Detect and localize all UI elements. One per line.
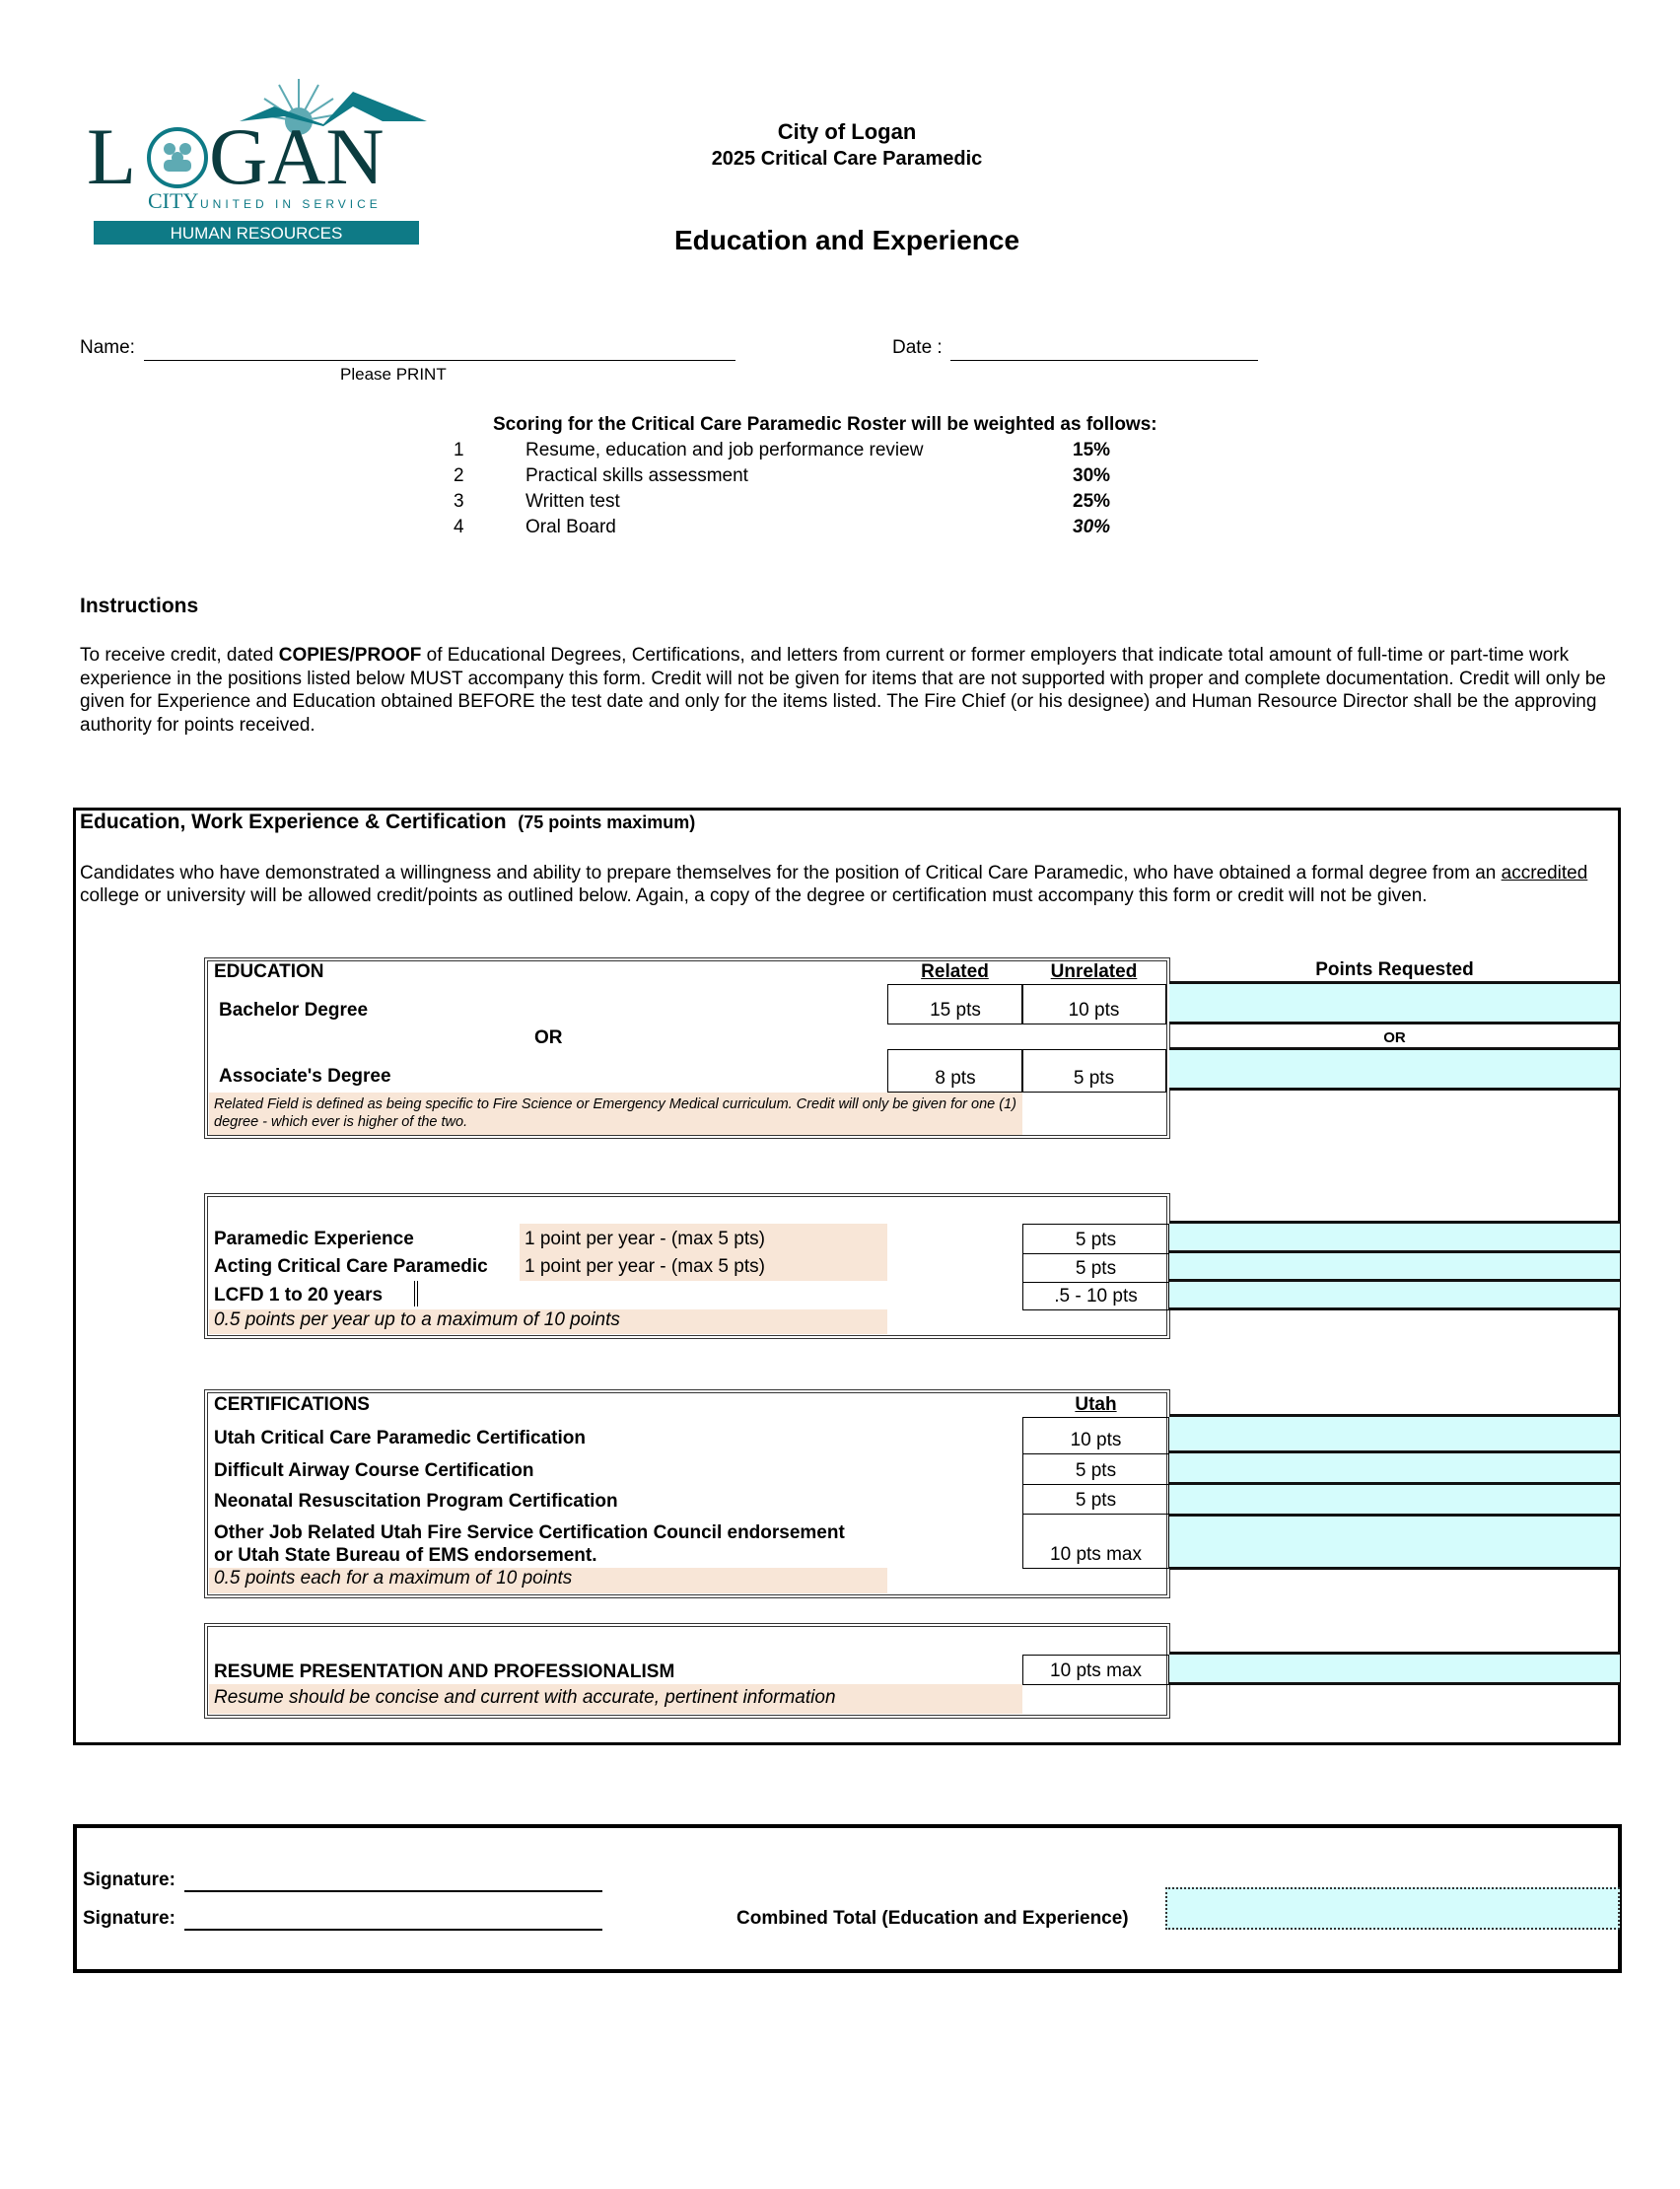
divider <box>1169 1682 1620 1685</box>
instructions-pre: To receive credit, dated <box>80 645 279 666</box>
resume-note: Resume should be concise and current with accurate, pertinent information <box>209 1684 1022 1714</box>
associate-unrelated: 5 pts <box>1021 1049 1166 1093</box>
cert-value: 10 pts <box>1022 1417 1169 1454</box>
divider <box>1169 1088 1620 1091</box>
points-utah-ccp-input[interactable] <box>1169 1417 1620 1450</box>
cell-divider <box>414 1281 418 1306</box>
org-name: City of Logan <box>777 119 917 144</box>
exp-value: 5 pts <box>1022 1224 1169 1254</box>
points-or: OR <box>1383 1029 1406 1046</box>
divider <box>1169 1307 1620 1310</box>
scoring-num: 1 <box>454 440 464 460</box>
points-bachelor-input[interactable] <box>1169 984 1620 1022</box>
combined-total-label: Combined Total (Education and Experience) <box>736 1908 1129 1929</box>
exp-value: 5 pts <box>1022 1253 1169 1283</box>
cert-value: 5 pts <box>1022 1484 1169 1515</box>
cert-value: 5 pts <box>1022 1453 1169 1485</box>
svg-text:GAN: GAN <box>209 111 385 201</box>
date-label: Date : <box>892 337 943 358</box>
resume-label: RESUME PRESENTATION AND PROFESSIONALISM <box>214 1661 675 1682</box>
divider <box>1169 1567 1620 1570</box>
signature-field-2[interactable] <box>184 1929 602 1931</box>
exp-rule: 1 point per year - (max 5 pts) <box>525 1256 765 1277</box>
experience-note: 0.5 points per year up to a maximum of 10 points <box>209 1309 887 1334</box>
cert-label: Utah Critical Care Paramedic Certification <box>214 1428 586 1448</box>
education-heading: EDUCATION <box>214 961 324 982</box>
divider <box>1169 1022 1620 1024</box>
intro-accredited: accredited <box>1501 863 1588 883</box>
exp-label: Acting Critical Care Paramedic <box>214 1256 488 1277</box>
cert-label: Difficult Airway Course Certification <box>214 1460 534 1481</box>
instructions-heading: Instructions <box>80 595 199 617</box>
section-title: Education, Work Experience & Certification <box>80 811 507 833</box>
instructions-post: of Educational Degrees, Certifications, and letters from current or former employers that indicate total amount of full-time or part-time work experience in the positions listed below MUST accompany this form. Credit will not be given for items that are not supported with proper and complete documentation. Credit will only be given for Experience and Education obtained BEFORE the test date and only for the items listed. The Fire Chief (or his designee) and Human Resource Director shall be the approving authority for points received. <box>80 645 1606 736</box>
scoring-pct: 30% <box>1073 517 1111 537</box>
section-max: (75 points maximum) <box>518 812 696 832</box>
svg-text:UNITED IN SERVICE: UNITED IN SERVICE <box>200 197 382 211</box>
points-heading: Points Requested <box>1315 959 1474 980</box>
cert-other-line1: Other Job Related Utah Fire Service Certification Council endorsement <box>214 1522 845 1543</box>
date-field[interactable] <box>950 359 1258 361</box>
col-related: Related <box>921 961 989 982</box>
scoring-heading: Scoring for the Critical Care Paramedic Roster will be weighted as follows: <box>493 414 1157 435</box>
associate-label: Associate's Degree <box>219 1066 391 1087</box>
scoring-label: Practical skills assessment <box>525 465 748 486</box>
scoring-label: Resume, education and job performance review <box>525 440 924 460</box>
instructions-text <box>80 644 1618 737</box>
cert-other-value: 10 pts max <box>1022 1514 1169 1569</box>
scoring-num: 3 <box>454 491 464 512</box>
svg-text:CITY: CITY <box>148 188 199 213</box>
points-paramedic-input[interactable] <box>1169 1224 1620 1250</box>
exp-label: LCFD 1 to 20 years <box>214 1285 384 1306</box>
scoring-pct: 25% <box>1073 491 1111 512</box>
points-neonatal-input[interactable] <box>1169 1485 1620 1514</box>
section-heading <box>80 811 695 834</box>
bachelor-label: Bachelor Degree <box>219 1000 369 1021</box>
bachelor-unrelated: 10 pts <box>1021 984 1166 1024</box>
scoring-label: Written test <box>525 491 620 512</box>
page-title: Education and Experience <box>673 225 1020 255</box>
associate-related: 8 pts <box>887 1049 1023 1093</box>
name-label: Name: <box>80 337 135 358</box>
scoring-num: 4 <box>454 517 464 537</box>
intro-post: college or university will be allowed credit/points as outlined below. Again, a copy of the degree or certification must accompany this form or credit will not be given. <box>80 885 1428 906</box>
signature-field-1[interactable] <box>184 1890 602 1892</box>
scoring-pct: 15% <box>1073 440 1111 460</box>
form-subtitle: 2025 Critical Care Paramedic <box>711 148 983 170</box>
cert-other-line2: or Utah State Bureau of EMS endorsement. <box>214 1545 597 1566</box>
points-associate-input[interactable] <box>1169 1050 1620 1088</box>
points-resume-input[interactable] <box>1169 1655 1620 1682</box>
certifications-heading: CERTIFICATIONS <box>214 1394 370 1415</box>
cert-label: Neonatal Resuscitation Program Certification <box>214 1491 618 1512</box>
logan-logo <box>87 77 432 247</box>
instructions-bold: COPIES/PROOF <box>278 645 422 666</box>
points-other-input[interactable] <box>1169 1517 1620 1567</box>
exp-label: Paramedic Experience <box>214 1229 414 1249</box>
logo-wordmark: L <box>87 111 137 201</box>
section-intro <box>80 862 1618 907</box>
signature-label-1: Signature: <box>83 1870 175 1890</box>
scoring-label: Oral Board <box>525 517 616 537</box>
education-note: Related Field is defined as being specific to Fire Science or Emergency Medical curriculum. Credit will only be given for one (1) degree - which ever is higher of the two. <box>209 1093 1022 1135</box>
svg-text:HUMAN RESOURCES: HUMAN RESOURCES <box>170 224 343 243</box>
certifications-note: 0.5 points each for a maximum of 10 points <box>209 1568 887 1593</box>
resume-value: 10 pts max <box>1022 1655 1169 1685</box>
exp-value: .5 - 10 pts <box>1022 1282 1169 1310</box>
combined-total-input[interactable] <box>1165 1887 1620 1930</box>
name-field[interactable] <box>144 359 735 361</box>
name-hint: Please PRINT <box>340 365 447 384</box>
col-utah: Utah <box>1075 1394 1117 1415</box>
exp-rule: 1 point per year - (max 5 pts) <box>525 1229 765 1249</box>
intro-pre: Candidates who have demonstrated a willingness and ability to prepare themselves for the position of Critical Care Paramedic, who have obtained a formal degree from an <box>80 863 1502 883</box>
bachelor-related: 15 pts <box>887 984 1023 1024</box>
scoring-pct: 30% <box>1073 465 1111 486</box>
signature-label-2: Signature: <box>83 1908 175 1929</box>
scoring-num: 2 <box>454 465 464 486</box>
points-lcfd-input[interactable] <box>1169 1282 1620 1307</box>
col-unrelated: Unrelated <box>1050 961 1138 982</box>
education-or: OR <box>534 1027 563 1048</box>
points-acting-input[interactable] <box>1169 1253 1620 1279</box>
points-airway-input[interactable] <box>1169 1453 1620 1482</box>
